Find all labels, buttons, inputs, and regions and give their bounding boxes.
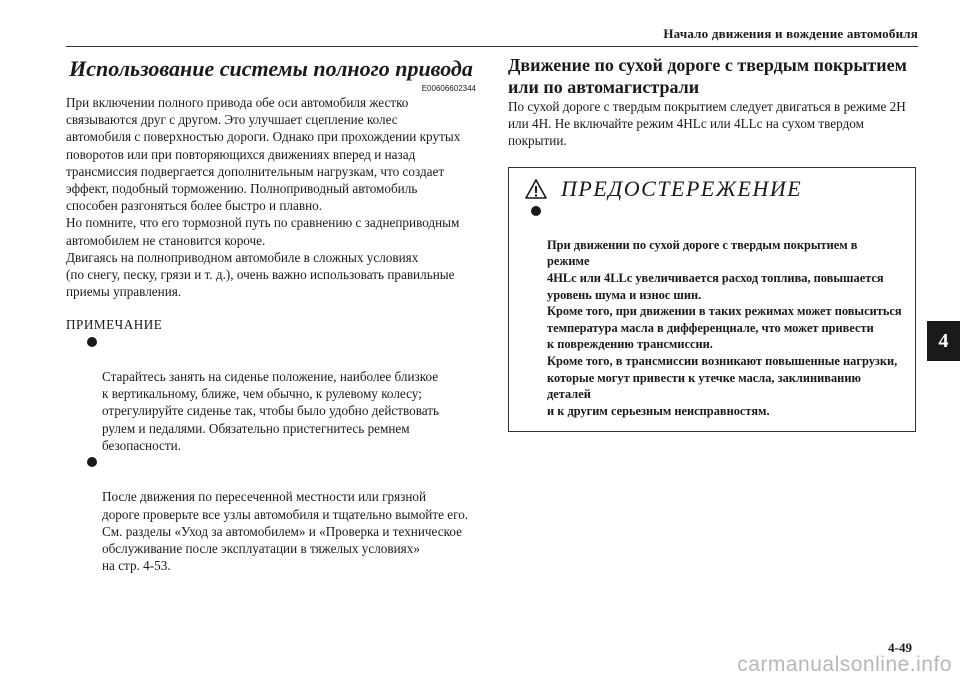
warning-box [508,167,916,433]
running-header: Начало движения и вождение автомобиля [663,26,918,41]
watermark: carmanualsonline.info [737,653,952,676]
bullet-icon [531,206,541,216]
left-column [66,54,476,574]
bullet-icon [87,337,97,347]
note-list [66,334,476,575]
document-code: E00606602344 [421,84,476,93]
warning-text: При движении по сухой дороге с твердым покрытием в режиме 4HLc или 4LLc увеличивается расход топлива, повышается уровень шума и износ шин. Кроме того, при движении в таких режимах может повыситься температура масла в дифференциале, что может привести к повреждению трансмиссии. Кроме того, в трансмиссии возникают повышенные нагрузки, которые могут привести к утечке масла, заклиниванию деталей и к другим серьезным неисправностям. [547,237,902,418]
chapter-tab: 4 [927,321,960,361]
bullet-icon [87,457,97,467]
note-text: Старайтесь занять на сиденье положение, наиболее близкое к вертикальному, ближе, чем обычно, к рулевому колесу; отрегулируйте сиденье так, чтобы было удобно действовать рулем и педалями. Обязательно пристегнитесь ремнем безопасности. [102,369,440,453]
page-number: 4-49 [888,640,912,655]
section-title-dry-road: Движение по сухой дороге с твердым покрытием или по автомагистрали [508,55,907,97]
header-rule [66,46,918,47]
intro-paragraph: При включении полного привода обе оси автомобиля жестко связываются друг с другом. Это улучшает сцепление колес автомобиля с поверхностью дороги. Однако при прохождении крутых поворотов или при повторяющихся движениях вперед и назад трансмиссия подвергается дополнительным нагрузкам, что создает эффект, подобный торможению. Полноприводный автомобиль способен разгоняться более быстро и плавно. Но помните, что его тормозной путь по сравнению с заднеприводным автомобилем не становится короче. Двигаясь на полноприводном автомобиле в сложных условиях (по снегу, песку, грязи и т. д.), очень важно использовать правильные приемы управления. [66,95,461,300]
note-text: После движения по пересеченной местности или грязной дороге проверьте все узлы автомобиля и тщательно вымойте его. См. разделы «Уход за автомобилем» и «Проверка и техническое обслуживание после эксплуатации в тяжелых условиях» на стр. 4-53. [102,489,469,574]
right-column [508,54,918,432]
dry-road-paragraph: По сухой дороге с твердым покрытием следует двигаться в режиме 2H или 4H. Не включайте режим 4HLc или 4LLc на сухом твердом покрытии. [508,99,906,149]
note-label: ПРИМЕЧАНИЕ [66,317,163,333]
warning-title: ПРЕДОСТЕРЕЖЕНИЕ [561,175,803,201]
note-item [66,334,476,454]
note-item [66,454,476,574]
section-title-4wd: Использование системы полного привода [69,56,473,81]
warning-triangle-icon [525,179,547,199]
warning-item [521,204,903,420]
warning-header [521,176,903,202]
